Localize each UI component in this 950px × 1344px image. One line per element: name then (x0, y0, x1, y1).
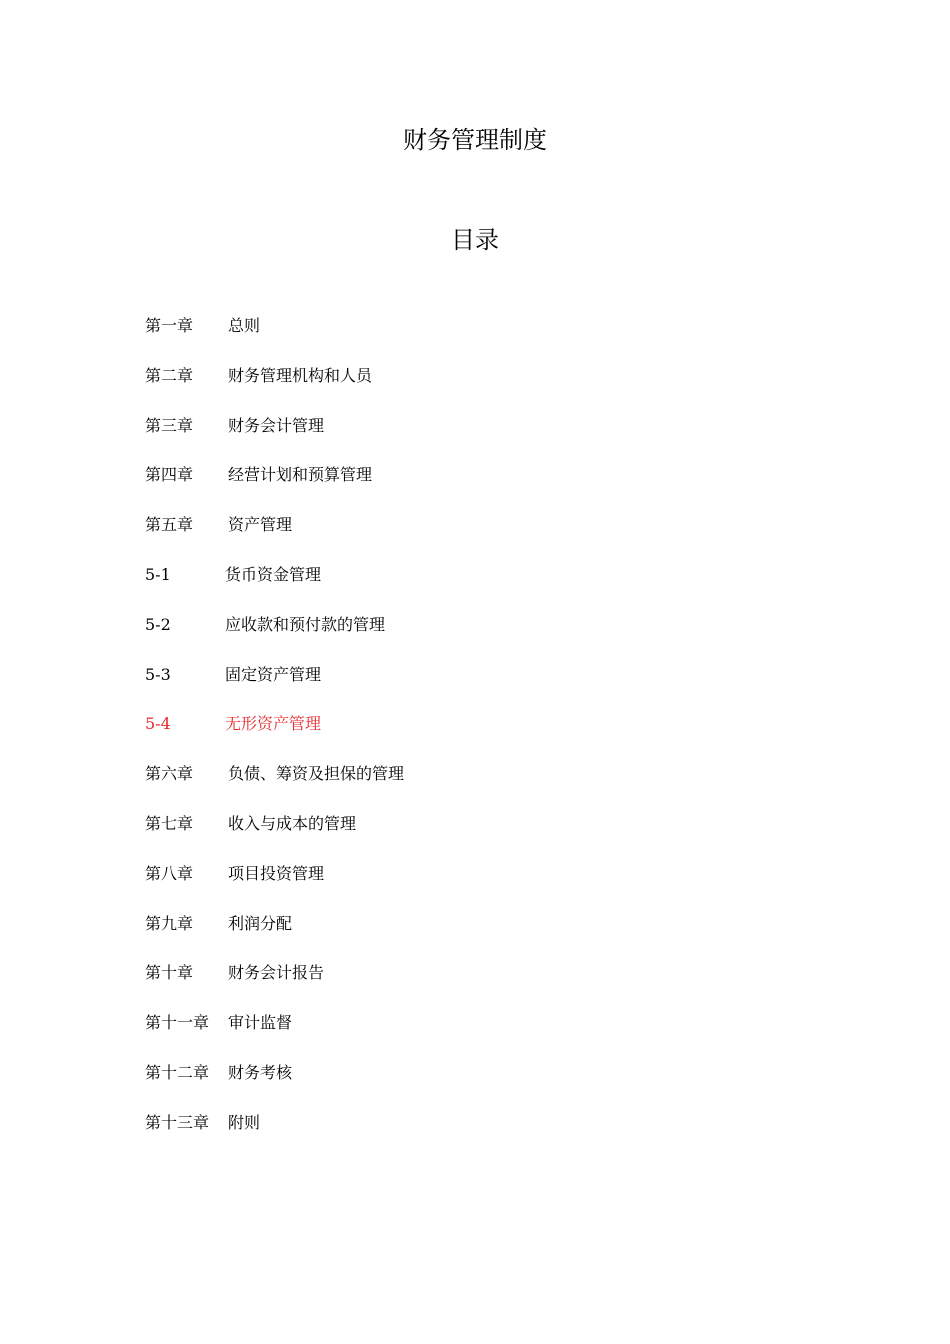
toc-item-title: 固定资产管理 (225, 664, 322, 684)
toc-heading: 目录 (451, 226, 499, 254)
toc-item-number: 第四章 (145, 465, 194, 485)
toc-item-title: 经营计划和预算管理 (228, 465, 373, 485)
toc-item-title: 收入与成本的管理 (228, 813, 357, 833)
toc-item-title: 无形资产管理 (225, 714, 322, 734)
toc-item-number: 5-4 (145, 714, 171, 734)
toc-item-chapter-9 (145, 910, 745, 960)
toc-item-section-5-2 (145, 611, 745, 661)
toc-item-title: 货币资金管理 (225, 564, 322, 584)
toc-item-number: 第八章 (145, 863, 194, 883)
toc-item-number: 第十二章 (145, 1062, 210, 1082)
toc-item-number: 第三章 (145, 415, 194, 435)
toc-item-number: 第十三章 (145, 1112, 210, 1132)
toc-item-number: 第十一章 (145, 1013, 210, 1033)
toc-item-title: 财务考核 (228, 1062, 293, 1082)
toc-item-title: 项目投资管理 (228, 863, 325, 883)
toc-item-chapter-11 (145, 1009, 745, 1059)
toc-item-title: 附则 (228, 1112, 261, 1132)
toc-item-number: 5-2 (145, 614, 171, 634)
toc-item-section-5-3 (145, 661, 745, 711)
toc-item-chapter-6 (145, 760, 745, 810)
toc-item-title: 负债、筹资及担保的管理 (228, 764, 405, 784)
toc-item-number: 第二章 (145, 365, 194, 385)
document-title: 财务管理制度 (403, 126, 547, 154)
toc-item-title: 财务会计管理 (228, 415, 325, 435)
toc-item-number: 第五章 (145, 515, 194, 535)
toc-item-chapter-8 (145, 860, 745, 910)
toc-item-title: 利润分配 (228, 913, 293, 933)
toc-item-number: 5-3 (145, 664, 171, 684)
toc-item-chapter-7 (145, 810, 745, 860)
toc-item-number: 5-1 (145, 564, 171, 584)
toc-item-number: 第十章 (145, 963, 194, 983)
toc-item-title: 资产管理 (228, 515, 293, 535)
toc-item-section-5-1 (145, 561, 745, 611)
toc-item-chapter-13 (145, 1109, 745, 1159)
toc-item-title: 财务管理机构和人员 (228, 365, 373, 385)
toc-item-chapter-10 (145, 959, 745, 1009)
toc-item-number: 第六章 (145, 764, 194, 784)
toc-item-chapter-1 (145, 312, 745, 362)
toc-item-number: 第一章 (145, 316, 194, 335)
toc-item-chapter-4 (145, 461, 745, 511)
toc-item-section-5-4 (145, 710, 745, 760)
toc-item-chapter-2 (145, 362, 745, 412)
toc-item-chapter-12 (145, 1059, 745, 1109)
toc-item-title: 总则 (228, 316, 261, 335)
toc-item-title: 应收款和预付款的管理 (225, 614, 386, 634)
toc-item-title: 财务会计报告 (228, 963, 325, 983)
toc-item-number: 第九章 (145, 913, 194, 933)
toc-item-number: 第七章 (145, 813, 194, 833)
table-of-contents (145, 312, 745, 1159)
toc-item-chapter-5 (145, 511, 745, 561)
toc-item-chapter-3 (145, 412, 745, 462)
toc-item-title: 审计监督 (228, 1013, 293, 1033)
